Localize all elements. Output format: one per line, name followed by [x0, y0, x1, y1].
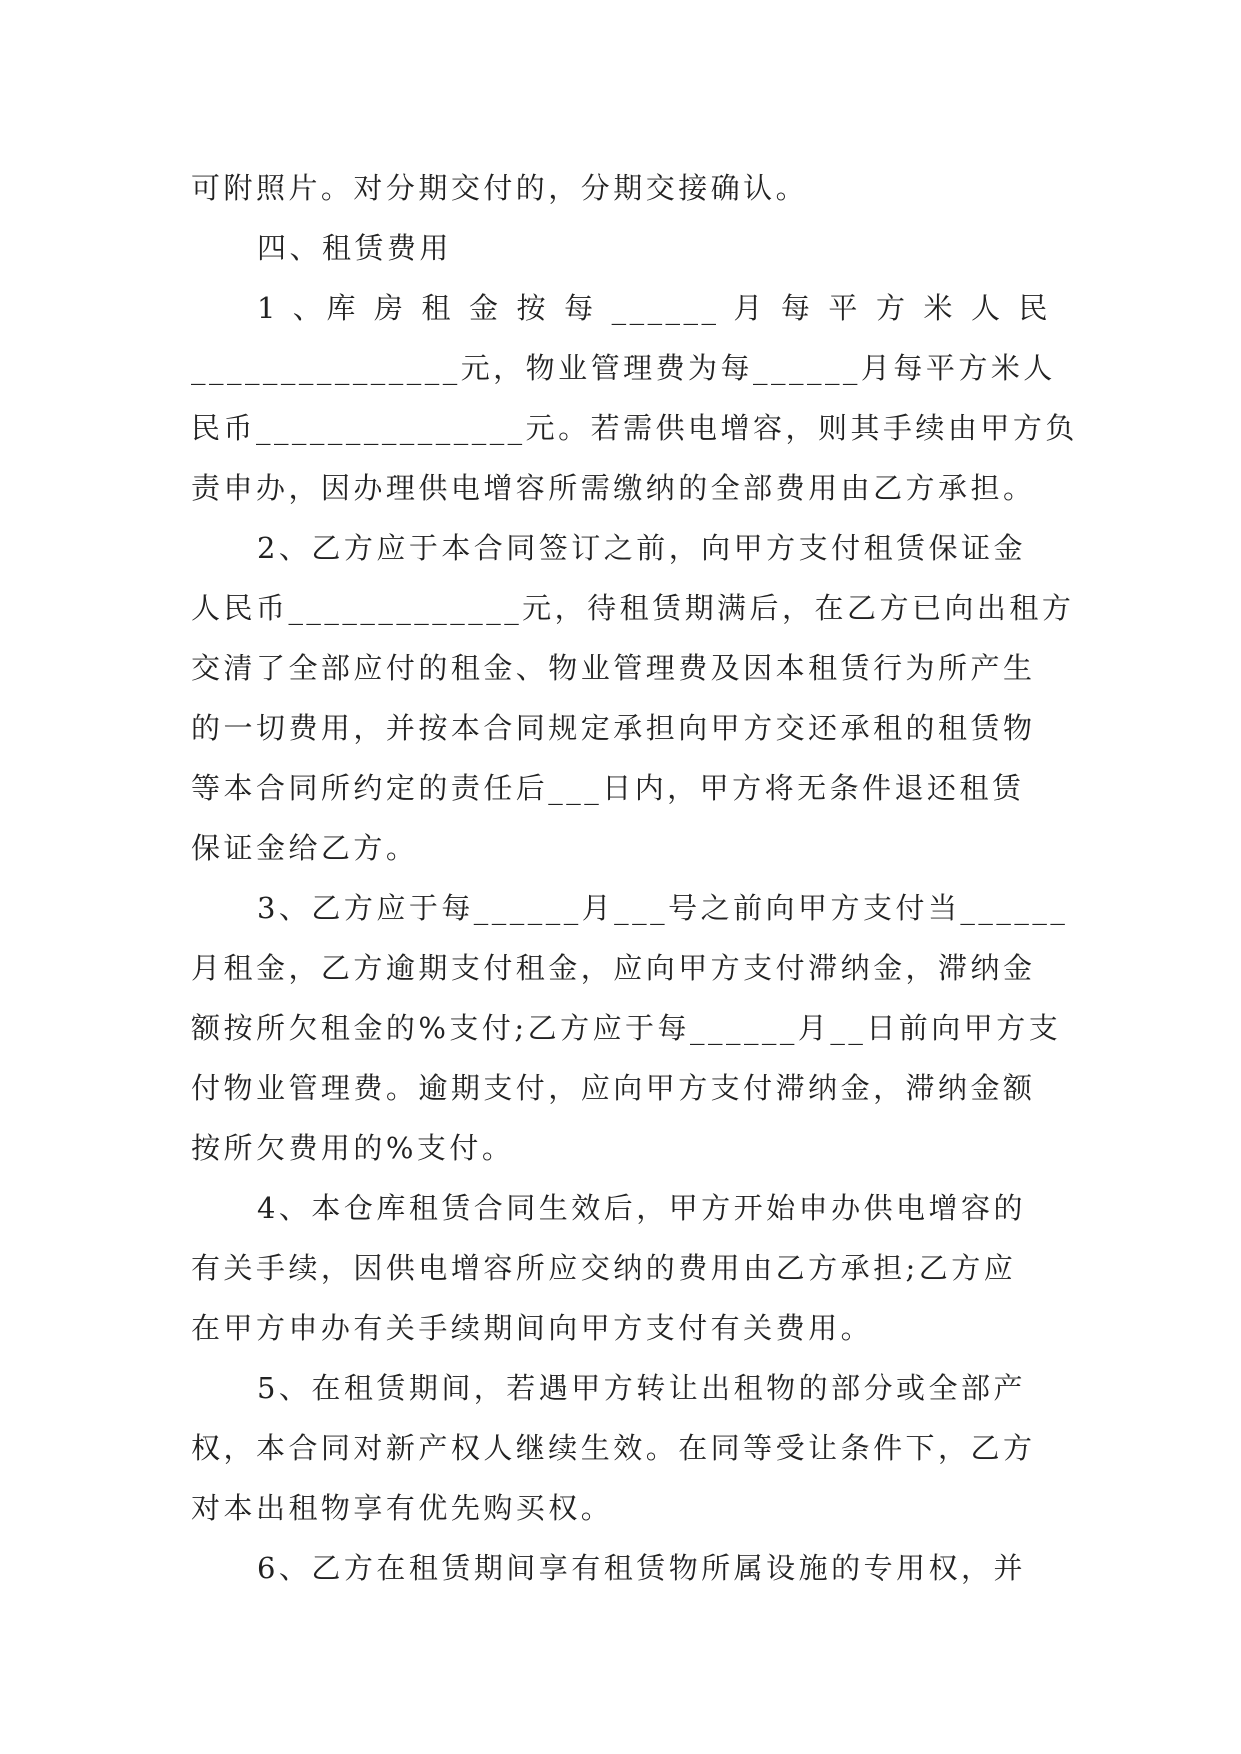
text-line: 可附照片。对分期交付的，分期交接确认。 — [191, 171, 809, 205]
text-line: 月租金，乙方逾期支付租金，应向甲方支付滞纳金，滞纳金 — [191, 951, 1036, 985]
text-line: _______________元，物业管理费为每______月每平方米人 — [191, 351, 1056, 385]
text-line: 的一切费用，并按本合同规定承担向甲方交还承租的租赁物 — [191, 711, 1036, 745]
text-line: 权，本合同对新产权人继续生效。在同等受让条件下，乙方 — [191, 1431, 1036, 1465]
text-line: 6、乙方在租赁期间享有租赁物所属设施的专用权，并 — [257, 1551, 1026, 1585]
text-line: 4、本仓库租赁合同生效后，甲方开始申办供电增容的 — [257, 1191, 1026, 1225]
text-line: 交清了全部应付的租金、物业管理费及因本租赁行为所产生 — [191, 651, 1036, 685]
text-line: 人民币_____________元，待租赁期满后，在乙方已向出租方 — [191, 591, 1075, 625]
text-line: 5、在租赁期间，若遇甲方转让出租物的部分或全部产 — [257, 1371, 1026, 1405]
text-line: 保证金给乙方。 — [191, 831, 419, 865]
text-line: 额按所欠租金的%支付;乙方应于每______月__日前向甲方支 — [191, 1011, 1062, 1045]
contract-text — [191, 158, 1078, 1598]
text-line: 按所欠费用的%支付。 — [191, 1131, 515, 1165]
text-line: 2、乙方应于本合同签订之前，向甲方支付租赁保证金 — [257, 531, 1026, 565]
text-line: 付物业管理费。逾期支付，应向甲方支付滞纳金，滞纳金额 — [191, 1071, 1036, 1105]
text-line: 责申办，因办理供电增容所需缴纳的全部费用由乙方承担。 — [191, 471, 1036, 505]
text-line: 等本合同所约定的责任后___日内，甲方将无条件退还租赁 — [191, 771, 1025, 805]
section-heading: 四、租赁费用 — [257, 231, 452, 265]
text-line: 1 、库 房 租 金 按 每 ______ 月 每 平 方 米 人 民 — [257, 291, 1051, 325]
text-line: 有关手续，因供电增容所应交纳的费用由乙方承担;乙方应 — [191, 1251, 1017, 1285]
text-line: 对本出租物享有优先购买权。 — [191, 1491, 614, 1525]
text-line: 在甲方申办有关手续期间向甲方支付有关费用。 — [191, 1311, 874, 1345]
text-line: 民币_______________元。若需供电增容，则其手续由甲方负 — [191, 411, 1078, 445]
text-line: 3、乙方应于每______月___号之前向甲方支付当______ — [257, 891, 1069, 925]
